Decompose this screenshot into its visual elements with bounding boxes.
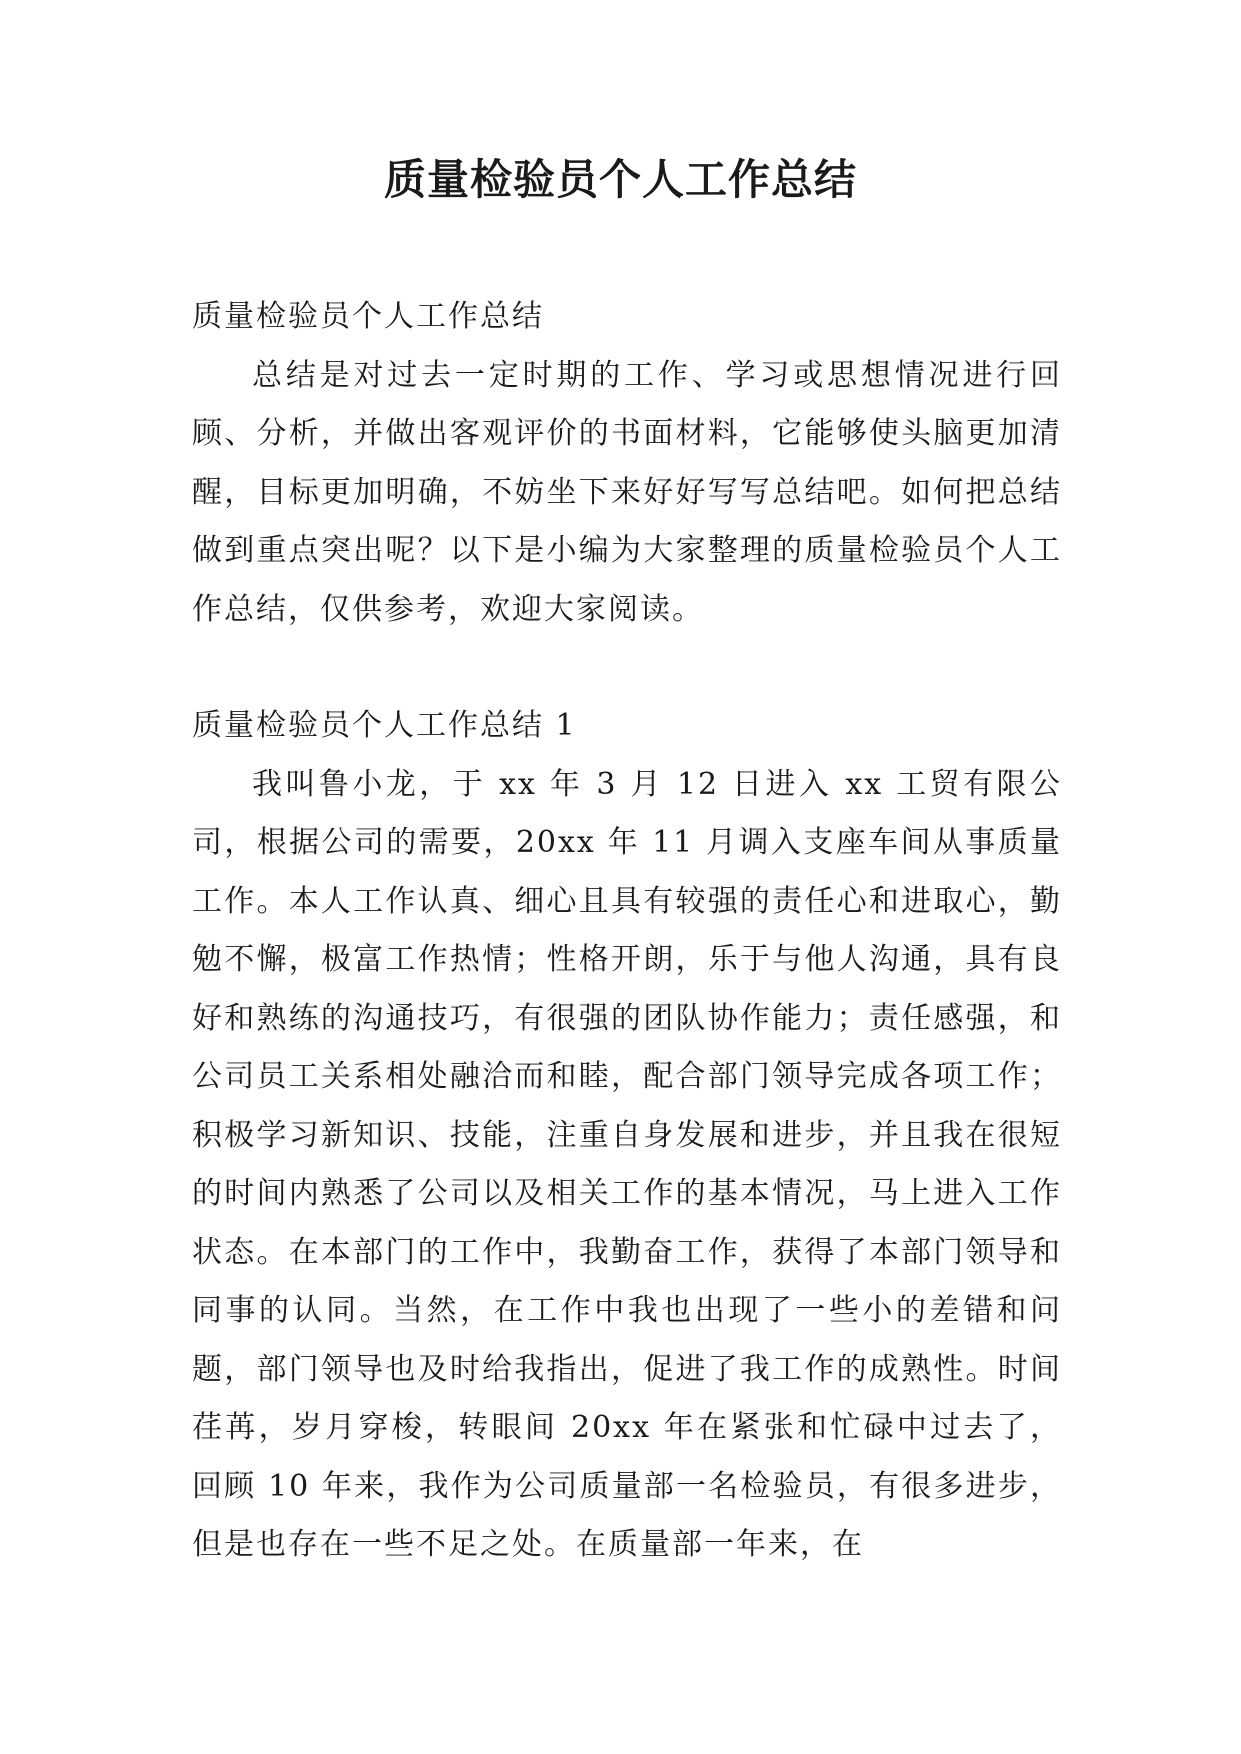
section-heading: 质量检验员个人工作总结 — [192, 299, 544, 334]
paragraph-spacer — [192, 639, 1062, 697]
part1-heading: 质量检验员个人工作总结 1 — [192, 708, 577, 743]
part1-paragraph: 我叫鲁小龙，于 xx 年 3 月 12 日进入 xx 工贸有限公司，根据公司的需要，20xx 年 11 月调入支座车间从事质量工作。本人工作认真、细心且具有较强的责任心和进取心，勤勉不懈，极富工作热情；性格开朗，乐于与他人沟通，具有良好和熟练的沟通技巧，有很强的团队协作能力；责任感强，和公司员工关系相处融洽而和睦，配合部门领导完成各项工作；积极学习新知识、技能，注重自身发展和进步，并且我在很短的时间内熟悉了公司以及相关工作的基本情况，马上进入工作状态。在本部门的工作中，我勤奋工作，获得了本部门领导和同事的认同。当然，在工作中我也出现了一些小的差错和问题，部门领导也及时给我指出，促进了我工作的成熟性。时间荏苒，岁月穿梭，转眼间 20xx 年在紧张和忙碌中过去了，回顾 10 年来，我作为公司质量部一名检验员，有很多进步，但是也存在一些不足之处。在质量部一年来，在 — [192, 766, 1062, 1562]
document-title: 质量检验员个人工作总结 — [383, 155, 857, 204]
intro-paragraph: 总结是对过去一定时期的工作、学习或思想情况进行回顾、分析，并做出客观评价的书面材料，它能够使头脑更加清醒，目标更加明确，不妨坐下来好好写写总结吧。如何把总结做到重点突出呢？以下是小编为大家整理的质量检验员个人工作总结，仅供参考，欢迎大家阅读。 — [192, 357, 1062, 627]
document-body — [192, 288, 1062, 1575]
